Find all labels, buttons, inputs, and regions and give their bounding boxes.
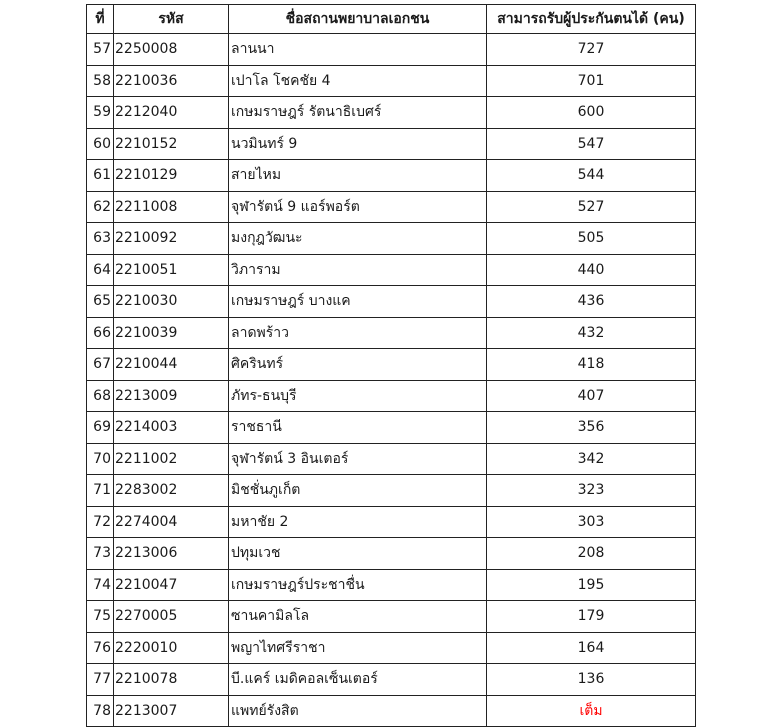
hospital-code-cell: 2210039 xyxy=(114,317,229,349)
header-code: รหัส xyxy=(114,5,229,34)
table-row xyxy=(87,317,696,349)
hospital-code-cell: 2210129 xyxy=(114,160,229,192)
table-row xyxy=(87,286,696,318)
row-number-cell: 66 xyxy=(87,317,114,349)
header-capacity: สามารถรับผู้ประกันตนได้ (คน) xyxy=(487,5,696,34)
hospital-code-cell: 2220010 xyxy=(114,632,229,664)
capacity-cell: 432 xyxy=(487,317,696,349)
row-number-cell: 69 xyxy=(87,412,114,444)
hospital-code-cell: 2210051 xyxy=(114,254,229,286)
capacity-cell: 547 xyxy=(487,128,696,160)
table-row xyxy=(87,380,696,412)
table-row xyxy=(87,443,696,475)
hospital-name-cell: ซานคามิลโล xyxy=(229,601,487,633)
hospital-name-cell: ลานนา xyxy=(229,34,487,66)
row-number-cell: 70 xyxy=(87,443,114,475)
hospital-name-cell: มหาชัย 2 xyxy=(229,506,487,538)
table-row xyxy=(87,160,696,192)
hospital-name-cell: ศิครินทร์ xyxy=(229,349,487,381)
row-number-cell: 61 xyxy=(87,160,114,192)
capacity-cell: 303 xyxy=(487,506,696,538)
hospital-name-cell: แพทย์รังสิต xyxy=(229,695,487,727)
row-number-cell: 68 xyxy=(87,380,114,412)
hospital-code-cell: 2250008 xyxy=(114,34,229,66)
table-body xyxy=(87,34,696,727)
table-row xyxy=(87,695,696,727)
hospital-name-cell: บี.แคร์ เมดิคอลเซ็นเตอร์ xyxy=(229,664,487,696)
hospital-code-cell: 2212040 xyxy=(114,97,229,129)
hospital-name-cell: ลาดพร้าว xyxy=(229,317,487,349)
hospital-name-cell: สายไหม xyxy=(229,160,487,192)
capacity-cell: 440 xyxy=(487,254,696,286)
hospital-name-cell: วิภาราม xyxy=(229,254,487,286)
capacity-cell: เต็ม xyxy=(487,695,696,727)
table-row xyxy=(87,65,696,97)
capacity-cell: 701 xyxy=(487,65,696,97)
capacity-cell: 600 xyxy=(487,97,696,129)
table-header-row xyxy=(87,5,696,34)
row-number-cell: 75 xyxy=(87,601,114,633)
capacity-cell: 527 xyxy=(487,191,696,223)
hospital-name-cell: ราชธานี xyxy=(229,412,487,444)
capacity-cell: 342 xyxy=(487,443,696,475)
capacity-cell: 727 xyxy=(487,34,696,66)
row-number-cell: 71 xyxy=(87,475,114,507)
hospital-name-cell: เกษมราษฎร์ รัตนาธิเบศร์ xyxy=(229,97,487,129)
capacity-cell: 136 xyxy=(487,664,696,696)
hospital-name-cell: นวมินทร์ 9 xyxy=(229,128,487,160)
hospital-name-cell: ภัทร-ธนบุรี xyxy=(229,380,487,412)
capacity-cell: 544 xyxy=(487,160,696,192)
row-number-cell: 67 xyxy=(87,349,114,381)
hospital-code-cell: 2210078 xyxy=(114,664,229,696)
header-hospital-name: ชื่อสถานพยาบาลเอกชน xyxy=(229,5,487,34)
table-row xyxy=(87,128,696,160)
table-row xyxy=(87,664,696,696)
table-row xyxy=(87,475,696,507)
hospital-name-cell: มงกุฎวัฒนะ xyxy=(229,223,487,255)
table-row xyxy=(87,34,696,66)
row-number-cell: 59 xyxy=(87,97,114,129)
row-number-cell: 64 xyxy=(87,254,114,286)
capacity-cell: 418 xyxy=(487,349,696,381)
capacity-cell: 195 xyxy=(487,569,696,601)
table-row xyxy=(87,191,696,223)
hospital-code-cell: 2274004 xyxy=(114,506,229,538)
table-row xyxy=(87,569,696,601)
hospital-code-cell: 2210047 xyxy=(114,569,229,601)
hospital-code-cell: 2283002 xyxy=(114,475,229,507)
capacity-cell: 356 xyxy=(487,412,696,444)
capacity-cell: 179 xyxy=(487,601,696,633)
row-number-cell: 62 xyxy=(87,191,114,223)
hospital-name-cell: เกษมราษฎร์ บางแค xyxy=(229,286,487,318)
table-row xyxy=(87,632,696,664)
table-row xyxy=(87,223,696,255)
row-number-cell: 73 xyxy=(87,538,114,570)
hospital-code-cell: 2213009 xyxy=(114,380,229,412)
hospital-code-cell: 2211008 xyxy=(114,191,229,223)
row-number-cell: 78 xyxy=(87,695,114,727)
hospital-name-cell: ปทุมเวช xyxy=(229,538,487,570)
row-number-cell: 72 xyxy=(87,506,114,538)
row-number-cell: 76 xyxy=(87,632,114,664)
hospital-code-cell: 2270005 xyxy=(114,601,229,633)
row-number-cell: 77 xyxy=(87,664,114,696)
hospital-code-cell: 2213006 xyxy=(114,538,229,570)
hospital-code-cell: 2211002 xyxy=(114,443,229,475)
table-row xyxy=(87,538,696,570)
hospital-code-cell: 2210044 xyxy=(114,349,229,381)
table-row xyxy=(87,506,696,538)
row-number-cell: 57 xyxy=(87,34,114,66)
hospital-name-cell: เกษมราษฎร์ประชาชื่น xyxy=(229,569,487,601)
row-number-cell: 58 xyxy=(87,65,114,97)
capacity-cell: 505 xyxy=(487,223,696,255)
hospital-code-cell: 2213007 xyxy=(114,695,229,727)
hospital-name-cell: พญาไทศรีราชา xyxy=(229,632,487,664)
table-row xyxy=(87,412,696,444)
capacity-cell: 208 xyxy=(487,538,696,570)
row-number-cell: 65 xyxy=(87,286,114,318)
row-number-cell: 74 xyxy=(87,569,114,601)
row-number-cell: 60 xyxy=(87,128,114,160)
hospital-name-cell: จุฬารัตน์ 9 แอร์พอร์ต xyxy=(229,191,487,223)
capacity-cell: 323 xyxy=(487,475,696,507)
header-no: ที่ xyxy=(87,5,114,34)
hospital-code-cell: 2210152 xyxy=(114,128,229,160)
row-number-cell: 63 xyxy=(87,223,114,255)
hospital-name-cell: จุฬารัตน์ 3 อินเตอร์ xyxy=(229,443,487,475)
hospital-capacity-table xyxy=(86,4,696,727)
capacity-cell: 164 xyxy=(487,632,696,664)
table-row xyxy=(87,97,696,129)
hospital-code-cell: 2210092 xyxy=(114,223,229,255)
hospital-name-cell: มิชชั่นภูเก็ต xyxy=(229,475,487,507)
hospital-code-cell: 2210036 xyxy=(114,65,229,97)
hospital-code-cell: 2214003 xyxy=(114,412,229,444)
capacity-cell: 407 xyxy=(487,380,696,412)
hospital-name-cell: เปาโล โชคชัย 4 xyxy=(229,65,487,97)
table-row xyxy=(87,349,696,381)
table-row xyxy=(87,601,696,633)
capacity-cell: 436 xyxy=(487,286,696,318)
hospital-code-cell: 2210030 xyxy=(114,286,229,318)
table-row xyxy=(87,254,696,286)
